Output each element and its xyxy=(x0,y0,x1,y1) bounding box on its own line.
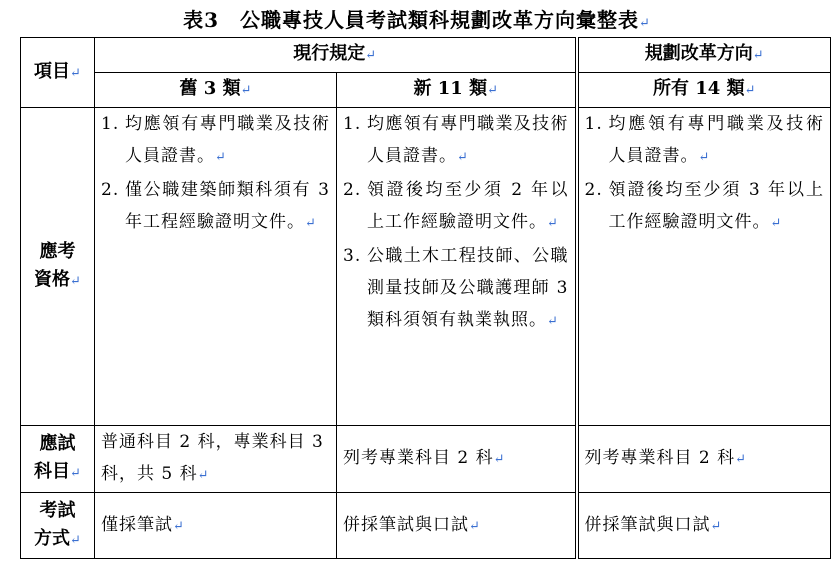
header-item xyxy=(21,38,95,108)
header-item-text: 項目 xyxy=(34,60,71,82)
list-item xyxy=(343,108,569,174)
return-mark-icon: ↵ xyxy=(70,65,81,81)
item-number: 2. xyxy=(584,180,603,200)
return-mark-icon: ↵ xyxy=(698,150,711,165)
return-mark-icon: ↵ xyxy=(744,83,756,98)
row-label-line1: 應考 xyxy=(39,240,76,262)
row-label-qualification xyxy=(21,108,95,426)
return-mark-icon: ↵ xyxy=(173,518,185,534)
header-new-text: 新 11 類 xyxy=(413,78,488,99)
return-mark-icon: ↵ xyxy=(305,216,317,231)
table-title-text: 表3 公職專技人員考試類科規劃改革方向彙整表 xyxy=(183,8,639,32)
table-wrapper xyxy=(20,37,830,559)
row-label-method xyxy=(21,493,95,559)
return-mark-icon: ↵ xyxy=(752,48,764,63)
cell-qualification-old xyxy=(95,108,337,426)
row-subjects xyxy=(21,426,831,493)
cell-method-new xyxy=(337,493,577,559)
return-mark-icon: ↵ xyxy=(547,216,559,231)
header-row-2 xyxy=(21,73,831,108)
reform-summary-table xyxy=(20,37,831,559)
cell-subjects-new xyxy=(337,426,577,493)
cell-subjects-old xyxy=(95,426,337,493)
cell-subjects-all xyxy=(577,426,831,493)
return-mark-icon: ↵ xyxy=(770,216,783,231)
item-number: 2. xyxy=(101,180,120,200)
cell-method-old xyxy=(95,493,337,559)
row-qualification xyxy=(21,108,831,426)
item-number: 2. xyxy=(343,180,362,200)
row-label-subjects xyxy=(21,426,95,493)
row-label-line1: 考試 xyxy=(39,499,76,521)
cell-text: 併採筆試與口試 xyxy=(584,514,711,535)
return-mark-icon: ↵ xyxy=(70,273,81,289)
cell-method-all xyxy=(577,493,831,559)
item-number: 1. xyxy=(101,114,120,134)
return-mark-icon: ↵ xyxy=(639,16,651,31)
header-old-text: 舊 3 類 xyxy=(179,78,241,99)
item-text: 均應領有專門職業及技術人員證書。 xyxy=(125,114,330,166)
row-method xyxy=(21,493,831,559)
row-label-line2: 資格 xyxy=(34,268,71,290)
return-mark-icon: ↵ xyxy=(70,532,81,548)
row-label-line1: 應試 xyxy=(39,433,76,454)
return-mark-icon: ↵ xyxy=(487,83,498,98)
list-item xyxy=(585,108,825,174)
item-number: 3. xyxy=(343,246,362,266)
cell-text: 普通科目 2 科，專業科目 3 科，共 5 科 xyxy=(101,432,324,484)
item-text: 僅公職建築師類科須有 3 年工程經驗證明文件。 xyxy=(125,180,330,232)
cell-text: 列考專業科目 2 科 xyxy=(343,448,494,468)
list-item xyxy=(585,174,825,240)
return-mark-icon: ↵ xyxy=(469,518,481,534)
item-text: 均應領有專門職業及技術人員證書。 xyxy=(367,114,569,166)
item-number: 1. xyxy=(584,114,603,134)
cell-text: 併採筆試與口試 xyxy=(343,514,469,535)
return-mark-icon: ↵ xyxy=(493,452,506,467)
header-current-text: 現行規定 xyxy=(293,43,366,64)
return-mark-icon: ↵ xyxy=(457,150,469,165)
header-new xyxy=(337,73,577,108)
item-text: 領證後均至少須 2 年以上工作經驗證明文件。 xyxy=(367,180,569,232)
return-mark-icon: ↵ xyxy=(70,466,81,481)
list-item xyxy=(101,174,330,240)
item-text: 均應領有專門職業及技術人員證書。 xyxy=(608,114,824,166)
header-all-text: 所有 14 類 xyxy=(653,78,745,99)
row-label-line2: 科目 xyxy=(34,461,71,482)
header-row-1 xyxy=(21,38,831,73)
header-planned-text: 規劃改革方向 xyxy=(644,43,753,64)
return-mark-icon: ↵ xyxy=(547,314,559,329)
header-all xyxy=(577,73,831,108)
list-item xyxy=(343,174,569,240)
table-title xyxy=(0,4,834,33)
header-planned xyxy=(577,38,831,73)
cell-text: 列考專業科目 2 科 xyxy=(584,448,736,468)
cell-qualification-new xyxy=(337,108,577,426)
return-mark-icon: ↵ xyxy=(365,48,377,63)
cell-qualification-all xyxy=(577,108,831,426)
item-text: 公職土木工程技師、公職測量技師及公職護理師 3 類科須領有執業執照。 xyxy=(367,246,569,330)
item-text: 領證後均至少須 3 年以上工作經驗證明文件。 xyxy=(608,180,824,232)
cell-text: 僅採筆試 xyxy=(101,514,173,535)
return-mark-icon: ↵ xyxy=(710,518,723,534)
return-mark-icon: ↵ xyxy=(735,452,748,467)
return-mark-icon: ↵ xyxy=(215,150,227,165)
return-mark-icon: ↵ xyxy=(240,83,252,98)
row-label-line2: 方式 xyxy=(34,527,71,549)
list-item xyxy=(343,240,569,338)
item-number: 1. xyxy=(343,114,362,134)
header-current xyxy=(95,38,577,73)
header-old xyxy=(95,73,337,108)
return-mark-icon: ↵ xyxy=(197,468,210,483)
list-item xyxy=(101,108,330,174)
